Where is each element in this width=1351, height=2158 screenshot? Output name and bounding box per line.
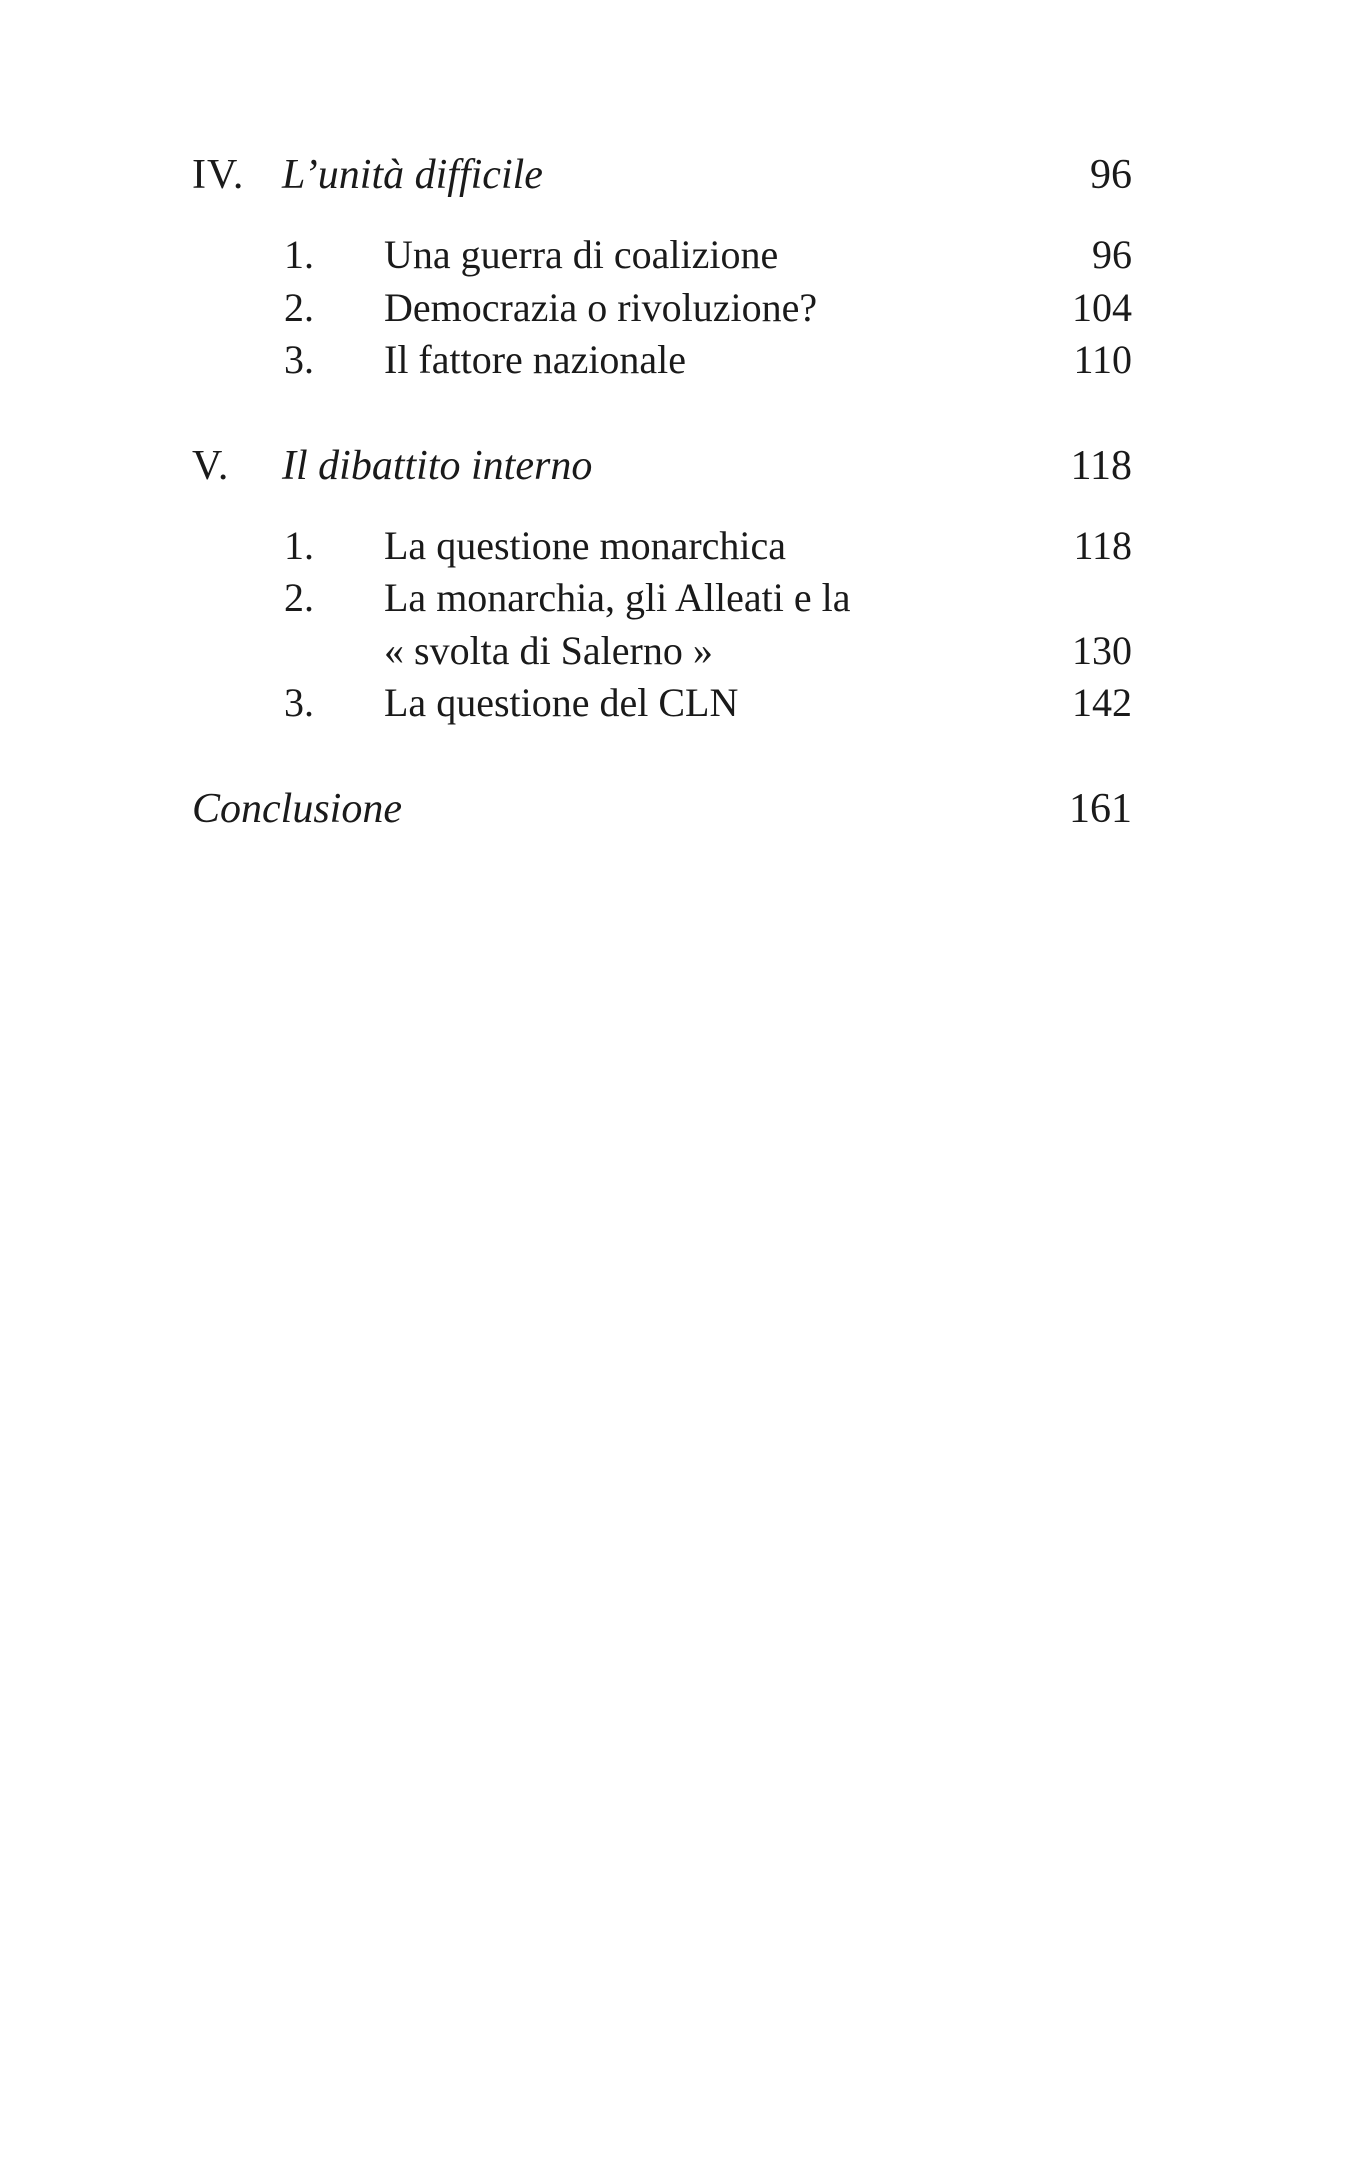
chapter-number: V. (192, 442, 230, 489)
section-number: 1. (284, 232, 314, 277)
section-number: 3. (284, 337, 314, 382)
section-title (384, 229, 1012, 282)
section-title-line: La questione monarchica (384, 522, 787, 568)
section-entry (192, 334, 1132, 387)
section-title (384, 520, 1012, 573)
section-number: 3. (284, 680, 314, 725)
section-page-number: 96 (1092, 232, 1132, 277)
section-page-number: 104 (1072, 284, 1132, 330)
section-title (384, 572, 1012, 677)
section-number: 1. (284, 522, 314, 568)
section-entry (192, 282, 1132, 335)
section-page-number: 110 (1073, 337, 1132, 382)
table-of-contents (192, 148, 1132, 836)
section-page-number: 130 (1072, 627, 1132, 673)
chapter-heading (192, 148, 1132, 202)
section-entry (192, 229, 1132, 282)
section-title (384, 677, 1012, 730)
section-entry (192, 677, 1132, 730)
section-title-line: La monarchia, gli Alleati e la (384, 575, 851, 620)
spacer (192, 730, 1132, 782)
chapter-heading (192, 439, 1132, 493)
section-title-line: Il fattore nazionale (384, 337, 687, 382)
section-page-number: 118 (1073, 522, 1132, 568)
conclusion-page-number: 161 (1069, 785, 1132, 832)
section-title-line: Una guerra di coalizione (384, 232, 779, 277)
section-title-line: Democrazia o rivoluzione? (384, 284, 818, 330)
spacer (192, 387, 1132, 439)
section-list (192, 520, 1132, 730)
chapter-title: L’unità difficile (282, 152, 543, 198)
section-page-number: 142 (1072, 680, 1132, 725)
section-title-line: La questione del CLN (384, 680, 739, 725)
section-number: 2. (284, 284, 314, 330)
section-title-line: « svolta di Salerno » (384, 627, 713, 673)
chapter-number: IV. (192, 152, 245, 198)
section-entry (192, 572, 1132, 677)
conclusion-entry (192, 782, 1132, 836)
section-entry (192, 520, 1132, 573)
chapter-title: Il dibattito interno (282, 442, 593, 489)
conclusion-title: Conclusione (192, 785, 402, 832)
section-title (384, 334, 1012, 387)
section-number: 2. (284, 575, 314, 620)
section-title (384, 282, 1012, 335)
chapter-page-number: 96 (1090, 152, 1132, 198)
chapter-page-number: 118 (1070, 442, 1132, 489)
section-list (192, 229, 1132, 387)
